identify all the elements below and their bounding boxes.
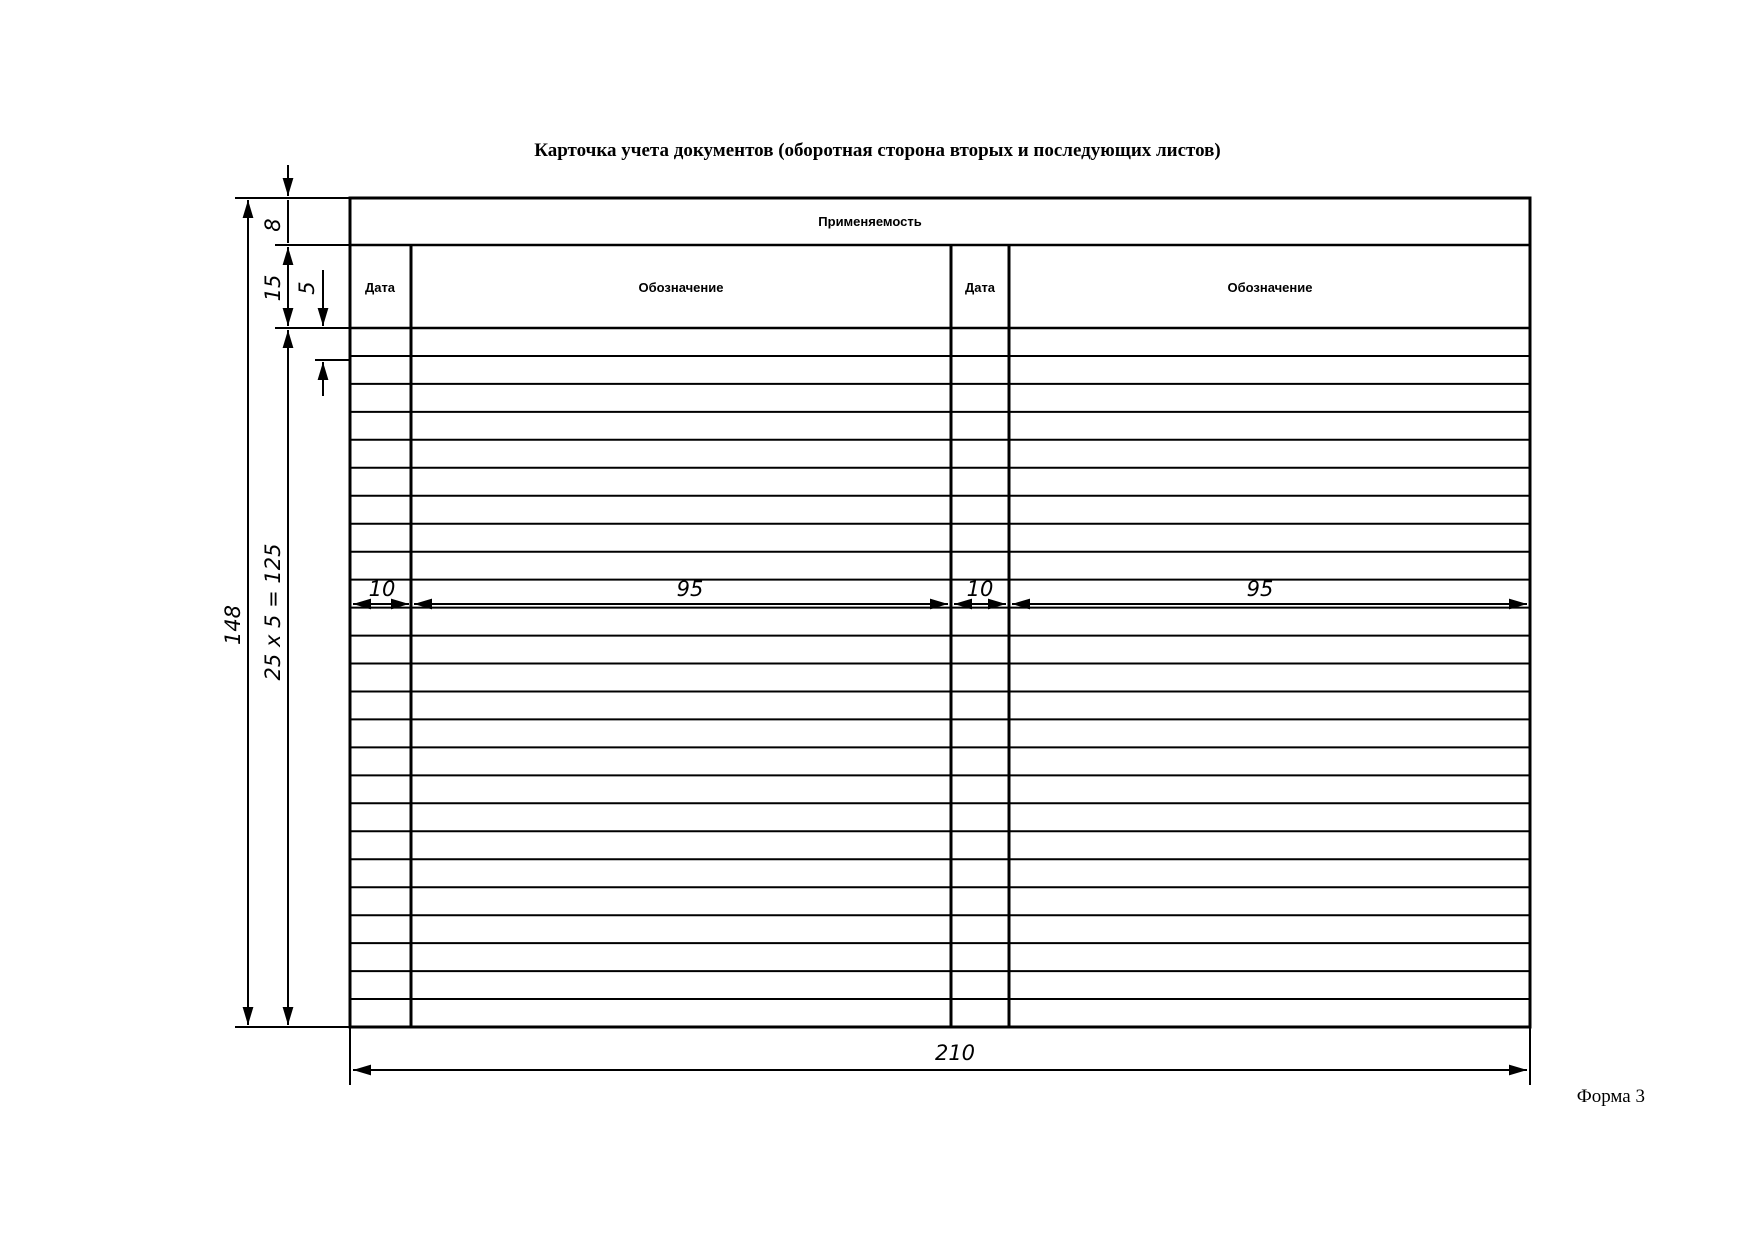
dim-designation-width-2: 95 (1246, 577, 1274, 601)
card-frame (350, 198, 1530, 1027)
card-outline (350, 198, 1530, 1027)
header-designation-2: Обозначение (1227, 280, 1313, 295)
dim-total-width: 210 (934, 1041, 976, 1065)
dim-header-cols-height: 15 (261, 274, 285, 302)
form-number: Форма 3 (1576, 1086, 1645, 1107)
dim-date-width-1: 10 (368, 577, 396, 601)
header-lines (350, 245, 1530, 328)
dim-rows-formula: 25 х 5 = 125 (261, 543, 285, 681)
dim-designation-width-1: 95 (676, 577, 704, 601)
left-dimensions (235, 165, 350, 1027)
dim-row-height: 5 (295, 281, 319, 295)
header-date-2: Дата (964, 280, 996, 295)
header-applicability: Применяемость (818, 214, 922, 229)
dim-total-height: 148 (221, 604, 245, 646)
header-date-1: Дата (364, 280, 396, 295)
document-title: Карточка учета документов (оборотная сторона вторых и последующих листов) (534, 140, 1221, 161)
header-designation-1: Обозначение (638, 280, 724, 295)
row-lines (350, 356, 1530, 999)
dim-header-top-height: 8 (261, 218, 285, 232)
dim-date-width-2: 10 (966, 577, 994, 601)
